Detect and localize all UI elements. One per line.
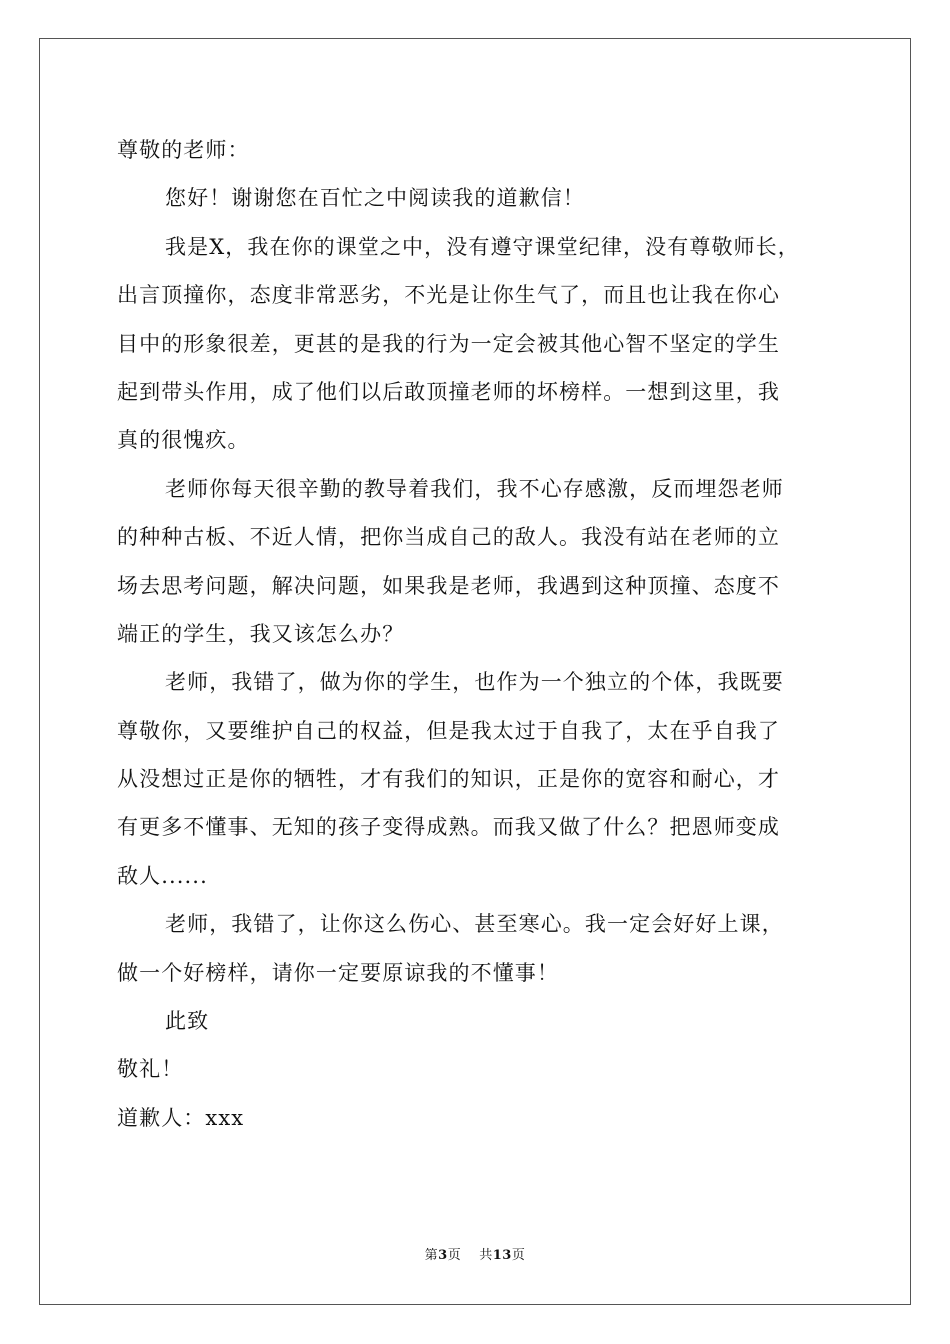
letter-line: 您好！谢谢您在百忙之中阅读我的道歉信！ — [165, 186, 585, 211]
letter-signature: 道歉人：xxx — [117, 1105, 245, 1130]
letter-regards: 敬礼！ — [117, 1057, 184, 1082]
letter-line: 端正的学生，我又该怎么办？ — [117, 621, 405, 646]
letter-line: 真的很愧疚。 — [117, 428, 250, 453]
letter-line: 老师，我错了，做为你的学生，也作为一个独立的个体，我既要 — [165, 670, 784, 695]
letter-line: 出言顶撞你，态度非常恶劣，不光是让你生气了，而且也让我在你心 — [117, 283, 780, 308]
letter-line: 有更多不懂事、无知的孩子变得成熟。而我又做了什么？把恩师变成 — [117, 815, 780, 840]
total-label-prefix: 共 — [479, 1248, 493, 1263]
letter-line: 老师，我错了，让你这么伤心、甚至寒心。我一定会好好上课， — [165, 912, 784, 937]
letter-line: 从没想过正是你的牺牲，才有我们的知识，正是你的宽容和耐心，才 — [117, 767, 780, 792]
letter-line: 敌人...... — [117, 863, 208, 888]
letter-line: 目中的形象很差，更甚的是我的行为一定会被其他心智不坚定的学生 — [117, 331, 780, 356]
letter-line: 老师你每天很辛勤的教导着我们，我不心存感激，反而埋怨老师 — [165, 476, 784, 501]
letter-line: 做一个好榜样，请你一定要原谅我的不懂事！ — [117, 960, 559, 985]
letter-closing: 此致 — [165, 1009, 210, 1034]
total-pages: 13 — [492, 1248, 512, 1263]
letter-line: 的种种古板、不近人情，把你当成自己的敌人。我没有站在老师的立 — [117, 525, 780, 550]
page-label-prefix: 第 — [424, 1248, 439, 1263]
letter-line: 起到带头作用，成了他们以后敢顶撞老师的坏榜样。一想到这里，我 — [117, 379, 780, 404]
page-footer — [0, 1247, 950, 1265]
letter-line: 尊敬你，又要维护自己的权益，但是我太过于自我了，太在乎自我了 — [117, 718, 780, 743]
letter-line: 场去思考问题，解决问题，如果我是老师，我遇到这种顶撞、态度不 — [117, 573, 780, 598]
page-label-unit: 页 — [447, 1248, 462, 1263]
page-number: 3 — [438, 1248, 448, 1263]
letter-salutation: 尊敬的老师： — [117, 138, 250, 162]
letter-body — [117, 126, 857, 1142]
letter-line: 我是X，我在你的课堂之中，没有遵守课堂纪律，没有尊敬师长， — [165, 234, 800, 259]
total-label-unit: 页 — [511, 1248, 526, 1263]
